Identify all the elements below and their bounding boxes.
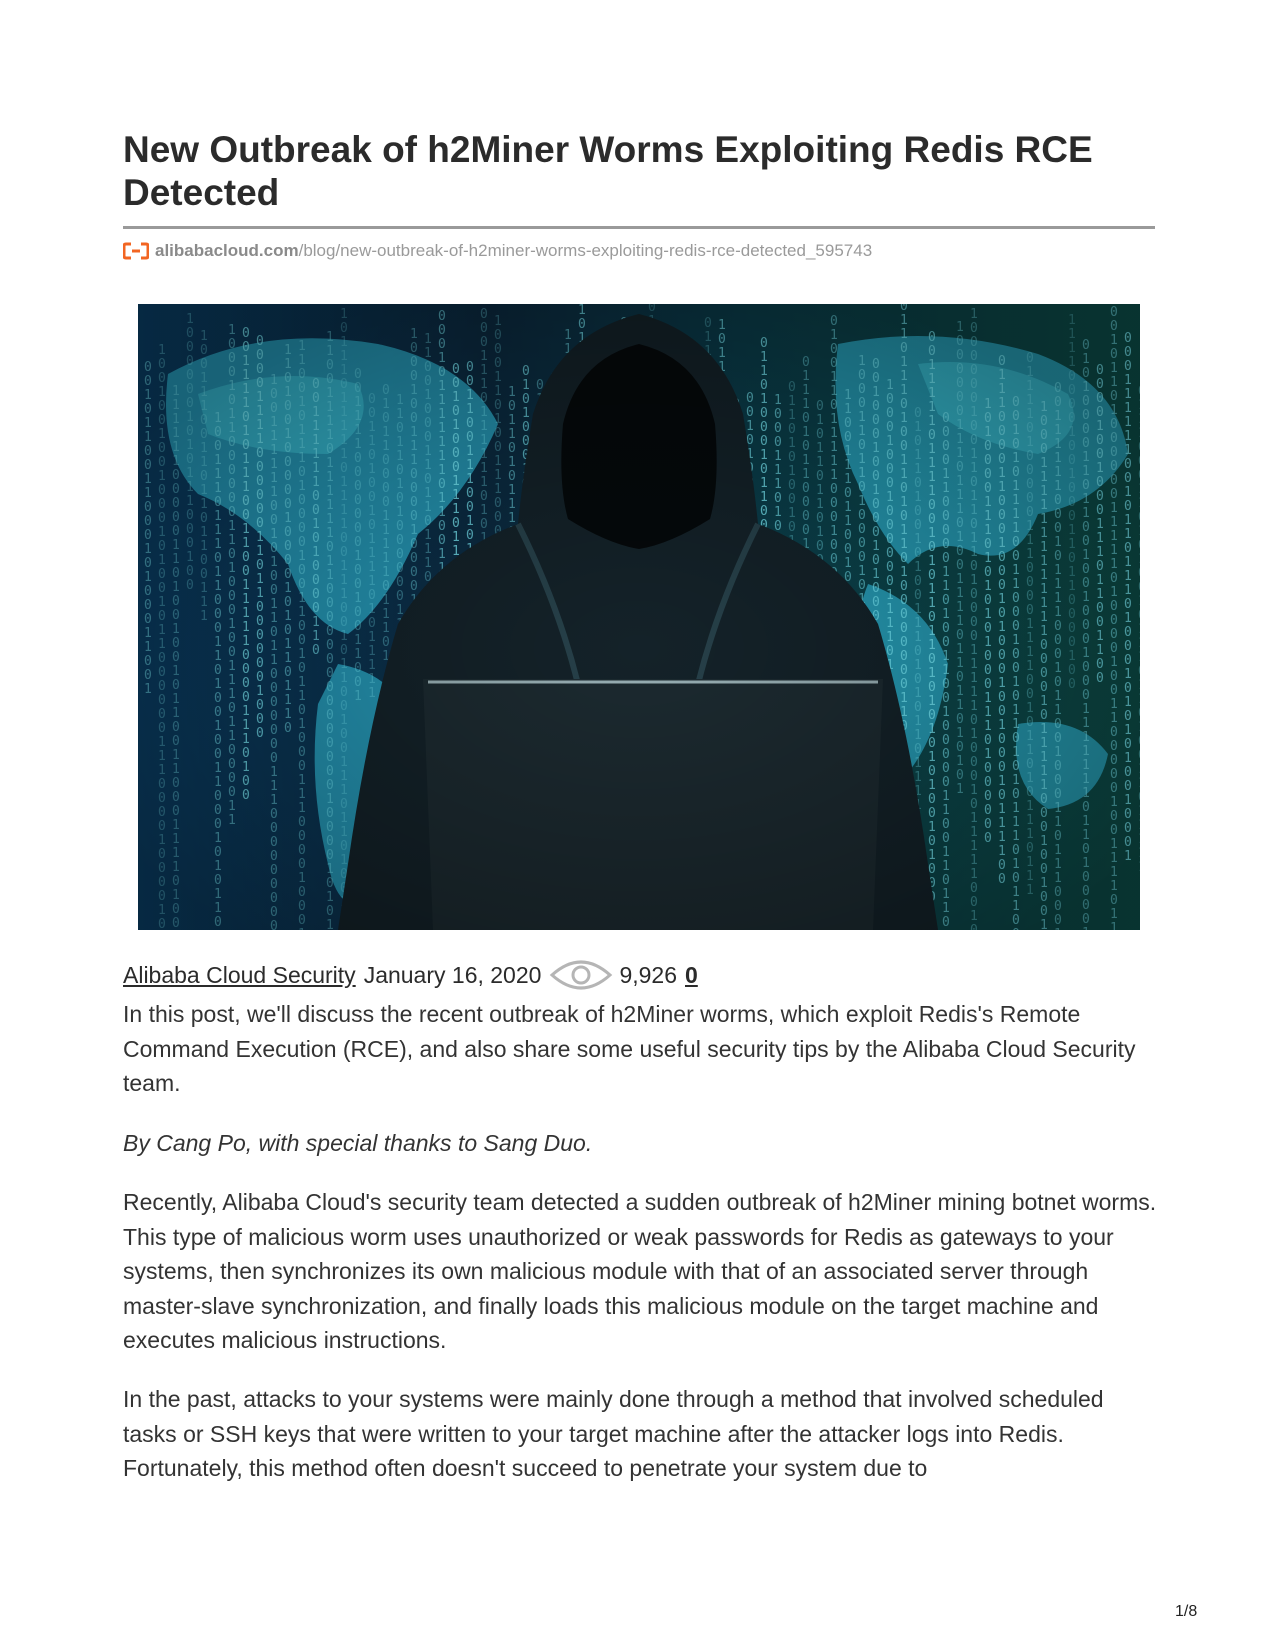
author-link[interactable]: Alibaba Cloud Security	[123, 961, 356, 988]
eye-icon	[549, 955, 613, 995]
article-intro: In this post, we'll discuss the recent outbreak of h2Miner worms, which exploit Redis's Remote Command Execution (RCE), and also share some useful security tips by the Alibaba Cloud Security team.	[123, 1001, 1136, 1096]
article-paragraph-2: In the past, attacks to your systems were mainly done through a method that involved scheduled tasks or SSH keys that were written to your target machine after the attacker logs into Redis. Fortunately, this method often doesn't succeed to penetrate your system due to	[123, 1386, 1104, 1481]
source-domain: alibabacloud.com	[155, 241, 299, 260]
title-divider	[123, 226, 1155, 229]
hero-image	[138, 304, 1140, 930]
article-byline: By Cang Po, with special thanks to Sang Duo.	[123, 1130, 593, 1156]
view-count: 9,926	[619, 961, 677, 988]
alibaba-cloud-logo-icon	[123, 242, 149, 260]
article-paragraph-1: Recently, Alibaba Cloud's security team detected a sudden outbreak of h2Miner mining botnet worms. This type of malicious worm uses unauthorized or weak passwords for Redis as gateways to your systems, then synchronizes its own malicious module with that of an associated server through master-slave synchronization, and finally loads this malicious module on the target machine and executes malicious instructions.	[123, 1189, 1157, 1353]
article-title: New Outbreak of h2Miner Worms Exploiting Redis RCE Detected	[123, 129, 1093, 213]
page-number: 1/8	[1175, 1603, 1198, 1620]
source-path: /blog/new-outbreak-of-h2miner-worms-exploiting-redis-rce-detected_595743	[298, 241, 873, 260]
comment-count-link[interactable]: 0	[685, 961, 698, 988]
article-meta	[123, 957, 698, 993]
source-url[interactable]	[123, 240, 872, 262]
publish-date: January 16, 2020	[363, 961, 542, 988]
